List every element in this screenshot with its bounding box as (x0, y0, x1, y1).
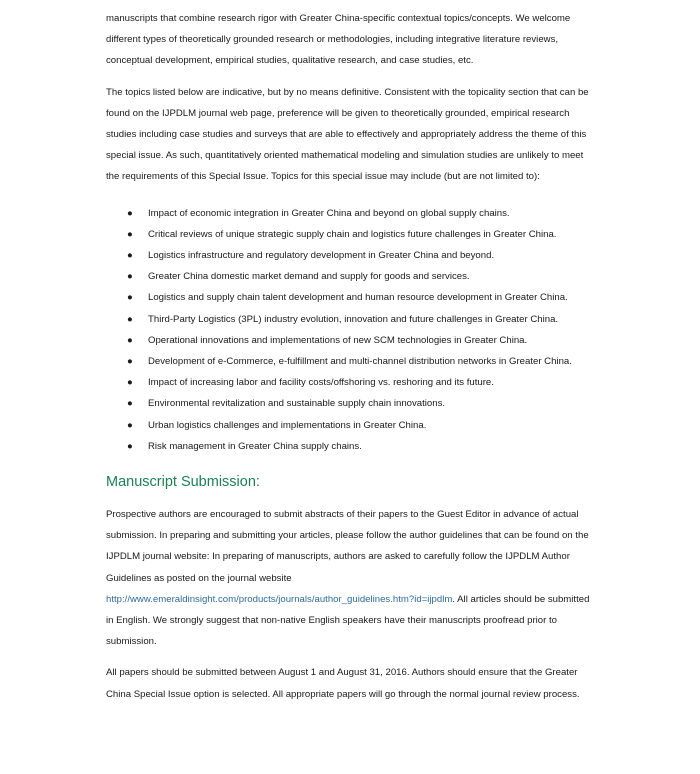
bullet-icon: ● (127, 398, 133, 410)
topic-text: Third-Party Logistics (3PL) industry evolution, innovation and future challenges in Greater China. (148, 313, 559, 325)
topic-text: Impact of economic integration in Greater China and beyond on global supply chains. (148, 207, 510, 219)
submission-text-before-link: Prospective authors are encouraged to submit abstracts of their papers to the Guest Editor in advance of actual submission. In preparing and submitting your articles, please follow the author guidelines that can be found on the IJPDLM journal website: In preparing of manuscripts, authors are asked to carefully follow the IJPDLM Author Guidelines as posted on the journal website (106, 509, 589, 584)
bullet-icon: ● (127, 271, 133, 283)
list-item (106, 351, 596, 372)
topic-text: Logistics infrastructure and regulatory development in Greater China and beyond. (148, 250, 495, 262)
bullet-icon: ● (127, 334, 133, 346)
list-item (106, 330, 596, 351)
list-item (106, 245, 596, 266)
topic-text: Greater China domestic market demand and supply for goods and services. (148, 271, 470, 283)
bullet-icon: ● (127, 313, 133, 325)
list-item (106, 415, 596, 436)
submission-paragraph-2: All papers should be submitted between August 1 and August 31, 2016. Authors should ensure that the Greater China Special Issue option is selected. All appropriate papers will go through the normal journal review process. (106, 667, 580, 700)
bullet-icon: ● (127, 228, 133, 240)
bullet-icon: ● (127, 207, 133, 219)
topic-text: Risk management in Greater China supply chains. (148, 440, 362, 452)
intro-paragraph-1: manuscripts that combine research rigor with Greater China-specific contextual topics/concepts. We welcome different types of theoretically grounded research or methodologies, including integrative literature reviews, conceptual development, empirical studies, qualitative research, and case studies, etc. (106, 13, 571, 67)
bullet-icon: ● (127, 419, 133, 431)
bullet-icon: ● (127, 356, 133, 368)
list-item (106, 436, 596, 457)
list-item (106, 309, 596, 330)
bullet-icon: ● (127, 377, 133, 389)
section-heading-manuscript-submission: Manuscript Submission: (106, 474, 260, 491)
topic-text: Operational innovations and implementations of new SCM technologies in Greater China. (148, 334, 528, 346)
topic-text: Environmental revitalization and sustainable supply chain innovations. (148, 398, 446, 410)
document-page (106, 8, 596, 705)
topic-text: Urban logistics challenges and implementations in Greater China. (148, 419, 427, 431)
topics-list (106, 203, 596, 457)
topic-text: Development of e-Commerce, e-fulfillment and multi-channel distribution networks in Greater China. (148, 356, 572, 368)
list-item (106, 224, 596, 245)
bullet-icon: ● (127, 292, 133, 304)
bullet-icon: ● (127, 440, 133, 452)
submission-text-after-link: . All articles should be submitted in English. We strongly suggest that non-native English speakers have their manuscripts proofread prior to submission. (106, 593, 590, 648)
topic-text: Logistics and supply chain talent development and human resource development in Greater China. (148, 292, 568, 304)
bullet-icon: ● (127, 250, 133, 262)
intro-paragraph-2: The topics listed below are indicative, but by no means definitive. Consistent with the topicality section that can be found on the IJPDLM journal web page, preference will be given to theoretically grounded, empirical research studies including case studies and surveys that are able to effectively and appropriately address the theme of this special issue. As such, quantitatively oriented mathematical modeling and simulation studies are unlikely to meet the requirements of this Special Issue. Topics for this special issue may include (but are not limited to): (106, 86, 589, 183)
list-item (106, 372, 596, 393)
topic-text: Impact of increasing labor and facility costs/offshoring vs. reshoring and its future. (148, 377, 494, 389)
list-item (106, 287, 596, 308)
list-item (106, 266, 596, 287)
submission-paragraph-1 (106, 504, 596, 652)
list-item (106, 203, 596, 224)
topic-text: Critical reviews of unique strategic supply chain and logistics future challenges in Greater China. (148, 228, 557, 240)
author-guidelines-link[interactable]: http://www.emeraldinsight.com/products/journals/author_guidelines.htm?id=ijpdlm (106, 593, 453, 605)
list-item (106, 393, 596, 414)
